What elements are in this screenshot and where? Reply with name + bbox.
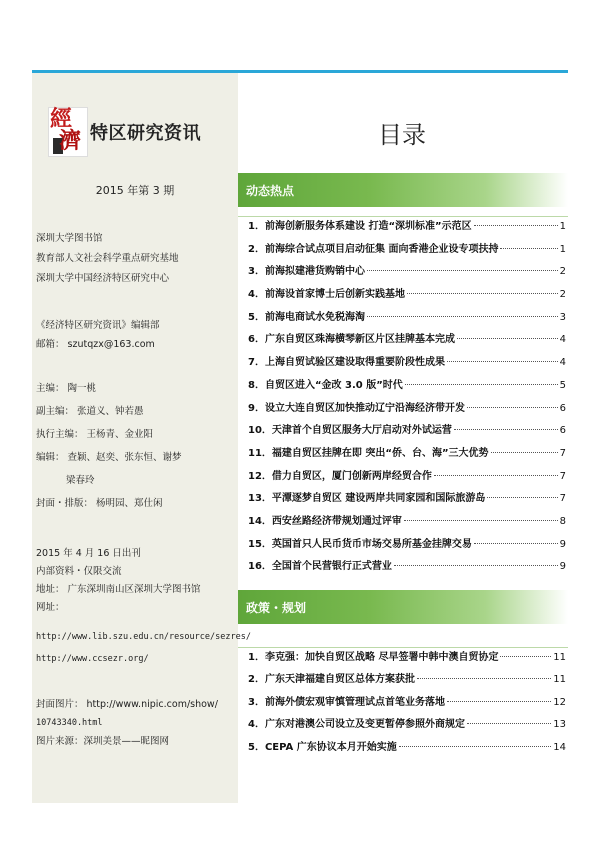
toc-item[interactable]: 6． 广东自贸区珠海横琴新区片区挂牌基本完成 4 (248, 334, 566, 346)
toc-item[interactable]: 4． 前海设首家博士后创新实践基地 2 (248, 289, 566, 301)
website-label: 网址： (36, 602, 65, 613)
toc-item[interactable]: 8． 自贸区进入“金改 3.0 版”时代 5 (248, 379, 566, 391)
toc-item[interactable]: 1． 前海创新服务体系建设 打造“深圳标准”示范区 1 (248, 221, 566, 232)
logo-char-1: 經 (50, 107, 73, 132)
website-url[interactable]: http://www.lib.szu.edu.cn/resource/sezres/ (36, 632, 251, 642)
section-heading-band (238, 173, 568, 207)
internal-note: 内部资料・仅限交流 (36, 566, 122, 577)
toc-item[interactable]: 9． 设立大连自贸区加快推动辽宁沿海经济带开发 6 (248, 402, 566, 414)
staff-line: 执行主编： 王杨青、金业阳 (36, 429, 154, 440)
cover-image-credit: 封面图片： http://www.nipic.com/show/ (36, 699, 218, 710)
staff-line: 主编： 陶一桃 (36, 383, 97, 394)
org-line: 教育部人文社会科学重点研究基地 (36, 253, 179, 264)
toc-item[interactable]: 16． 全国首个民营银行正式营业 9 (248, 561, 566, 573)
address: 地址： 广东深圳南山区深圳大学图书馆 (36, 584, 201, 595)
staff-line: 副主编： 张道义、钟若愚 (36, 406, 144, 417)
toc-item[interactable]: 3． 前海拟建港货购销中心 2 (248, 266, 566, 278)
toc-section-2 (238, 647, 568, 760)
image-source: 图片来源：深圳美景——昵图网 (36, 736, 170, 747)
email: 邮箱： szutqzx@163.com (36, 339, 155, 350)
staff-line: 梁春玲 (66, 475, 95, 486)
cover-image-credit: 10743340.html (36, 718, 103, 728)
section-heading: 动态热点 (246, 184, 295, 198)
website-url[interactable]: http://www.ccsezr.org/ (36, 654, 149, 664)
staff-line: 封面・排版： 杨明园、郑仕闲 (36, 498, 163, 509)
toc-item[interactable]: 10． 天津首个自贸区服务大厅启动对外试运营 6 (248, 425, 566, 437)
logo (48, 107, 238, 157)
logo-text: 特区研究资讯 (90, 123, 201, 144)
org-line: 深圳大学中国经济特区研究中心 (36, 273, 170, 284)
org-line: 深圳大学图书馆 (36, 233, 103, 244)
logo-mark (48, 107, 88, 157)
toc-item[interactable]: 7． 上海自贸试验区建设取得重要阶段性成果 4 (248, 357, 566, 369)
pub-date: 2015 年 4 月 16 日出刊 (36, 548, 141, 559)
toc-item[interactable]: 12． 借力自贸区，厦门创新两岸经贸合作 7 (248, 470, 566, 482)
logo-char-2: 濟 (59, 129, 82, 154)
toc-item[interactable]: 14． 西安丝路经济带规划通过评审 8 (248, 515, 566, 527)
section-heading-band (238, 590, 568, 624)
toc-item[interactable]: 13． 平潭逐梦自贸区 建设两岸共同家园和国际旅游岛 7 (248, 493, 566, 505)
section-heading: 政策・规划 (246, 601, 307, 615)
page-title: 目录 (378, 121, 426, 149)
toc-item[interactable]: 2． 广东天津福建自贸区总体方案获批 11 (248, 674, 566, 686)
toc-item[interactable]: 3． 前海外债宏观审慎管理试点首笔业务落地 12 (248, 696, 566, 708)
toc-item[interactable]: 5． 前海电商试水免税海淘 3 (248, 311, 566, 323)
editorial-dept: 《经济特区研究资讯》编辑部 (36, 320, 160, 331)
issue-number: 2015 年第 3 期 (95, 184, 175, 197)
toc-item[interactable]: 2． 前海综合试点项目启动征集 面向香港企业设专项扶持 1 (248, 243, 566, 255)
toc-section-1 (238, 216, 568, 580)
toc-item[interactable]: 15． 英国首只人民币货币市场交易所基金挂牌交易 9 (248, 538, 566, 550)
toc-item[interactable]: 1． 李克强：加快自贸区战略 尽早签署中韩中澳自贸协定 11 (248, 652, 566, 663)
toc-item[interactable]: 4． 广东对港澳公司设立及变更暂停参照外商规定 13 (248, 719, 566, 731)
toc-item[interactable]: 11． 福建自贸区挂牌在即 突出“侨、台、海”三大优势 7 (248, 447, 566, 459)
staff-line: 编辑： 查颖、赵奕、张东恒、谢梦 (36, 452, 182, 463)
masthead-column (32, 73, 251, 803)
toc-item[interactable]: 5． CEPA 广东协议本月开始实施 14 (248, 741, 566, 753)
